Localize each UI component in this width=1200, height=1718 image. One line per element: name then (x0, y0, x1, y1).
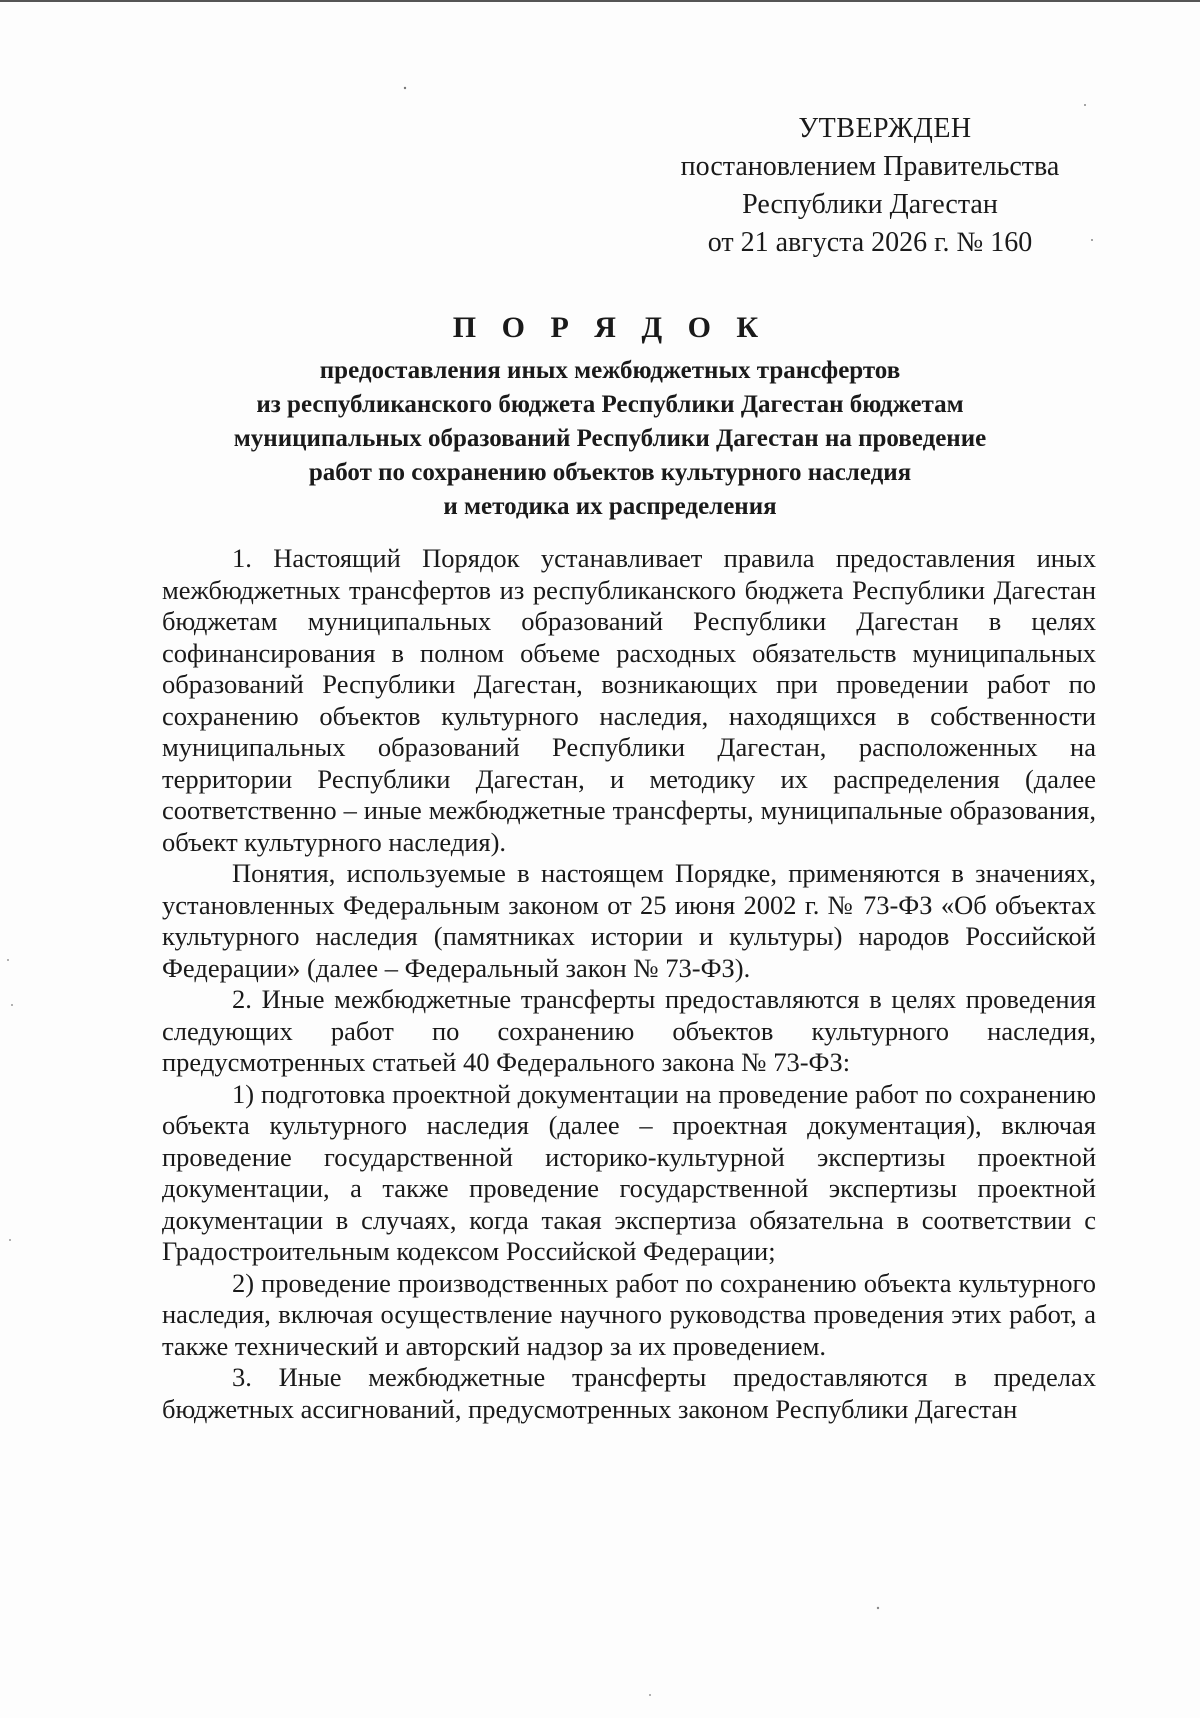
approval-stamp-block (640, 110, 1100, 262)
subtitle-line: предоставления иных межбюджетных трансфертов (319, 357, 901, 384)
subtitle-line: работ по сохранению объектов культурного наследия (308, 459, 912, 486)
approval-issuer-line: постановлением Правительства (680, 151, 1060, 182)
approval-region-line: Республики Дагестан (742, 189, 998, 220)
subtitle-line: из республиканского бюджета Республики Дагестан бюджетам (256, 391, 964, 418)
approval-stamp-word: УТВЕРЖДЕН (798, 113, 972, 144)
document-subtitle (150, 354, 1070, 524)
paragraph-2-item-1: 1) подготовка проектной документации на проведение работ по сохранению объекта культурного наследия (далее – проектная документация), включая проведение государственной историко-культурной экспертизы проектной документации, а также проведение государственной экспертизы проектной документации в случаях, когда такая экспертиза обязательна в соответствии с Градостроительным кодексом Российской Федерации; (162, 1078, 1096, 1266)
paragraph-2-item-2: 2) проведение производственных работ по сохранению объекта культурного наследия, включая осуществление научного руководства проведения этих работ, а также технический и авторский надзор за их проведением. (162, 1267, 1096, 1361)
subtitle-line: и методика их распределения (443, 493, 777, 520)
document-title-block (150, 308, 1070, 524)
paragraph-2: 2. Иные межбюджетные трансферты предоставляются в целях проведения следующих работ по сохранению объектов культурного наследия, предусмотренных статьей 40 Федерального закона № 73-ФЗ: (162, 984, 1096, 1077)
document-heading: П О Р Я Д О К (452, 311, 768, 344)
paragraph-3: 3. Иные межбюджетные трансферты предоставляются в пределах бюджетных ассигнований, предусмотренных законом Республики Дагестан (162, 1362, 1096, 1424)
paragraph-1: 1. Настоящий Порядок устанавливает правила предоставления иных межбюджетных трансфертов из республиканского бюджета Республики Дагестан бюджетам муниципальных образований Республики Дагестан в целях софинансирования в полном объеме расходных обязательств муниципальных образований Республики Дагестан, возникающих при проведении работ по сохранению объектов культурного наследия, находящихся в собственности муниципальных образований Республики Дагестан, расположенных на территории Республики Дагестан, и методику их распределения (далее соответственно – иные межбюджетные трансферты, муниципальные образования, объект культурного наследия). (162, 543, 1096, 857)
paragraph-definitions: Понятия, используемые в настоящем Порядке, применяются в значениях, установленных Федеральным законом от 25 июня 2002 г. № 73-ФЗ «Об объектах культурного наследия (памятниках истории и культуры) народов Российской Федерации» (далее – Федеральный закон № 73-ФЗ). (162, 858, 1096, 983)
document-body (162, 543, 1096, 1425)
subtitle-line: муниципальных образований Республики Дагестан на проведение (233, 425, 987, 452)
approval-date-number-line: от 21 августа 2026 г. № 160 (707, 227, 1033, 258)
scan-top-edge (0, 0, 1200, 2)
